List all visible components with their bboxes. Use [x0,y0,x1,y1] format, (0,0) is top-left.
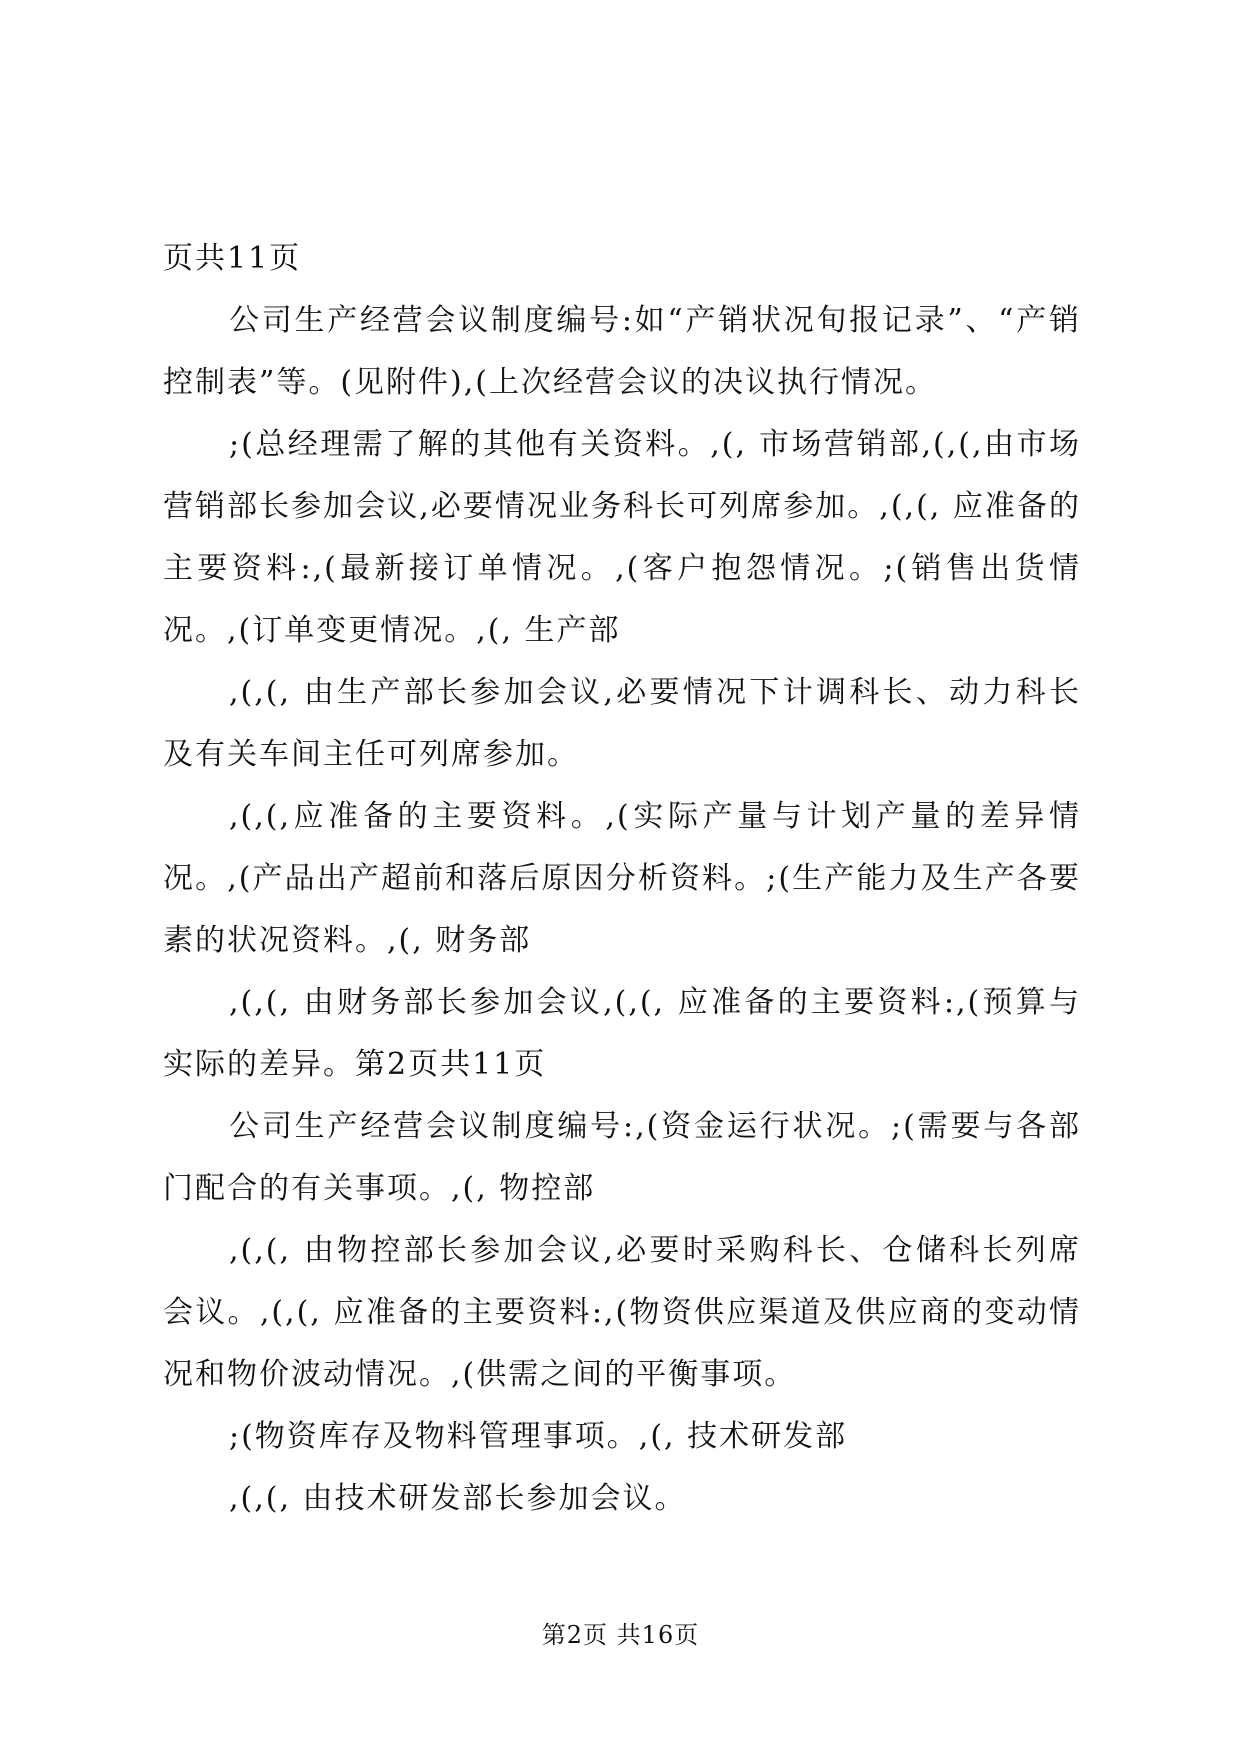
paragraph-3: ;(总经理需了解的其他有关资料。,(, 市场营销部,(,(,由市场营销部长参加会议,必要情况业务科长可列席参加。,(,(, 应准备的主要资料:,(最新接订单情况。,(客户抱怨情况。;(销售出货情况。,(订单变更情况。,(, 生产部 [163,427,1081,648]
paragraph-2: 公司生产经营会议制度编号:如“产销状况旬报记录”、“产销控制表”等。(见附件),(上次经营会议的决议执行情况。 [163,303,1081,400]
paragraph-4: ,(,(, 由生产部长参加会议,必要情况下计调科长、动力科长及有关车间主任可列席参加。 [163,675,1081,772]
paragraph-7: 公司生产经营会议制度编号:,(资金运行状况。;(需要与各部门配合的有关事项。,(, 物控部 [163,1109,1081,1206]
paragraph-9: ;(物资库存及物料管理事项。,(, 技术研发部 [229,1419,848,1454]
paragraph-5: ,(,(,应准备的主要资料。,(实际产量与计划产量的差异情况。,(产品出产超前和落后原因分析资料。;(生产能力及生产各要素的状况资料。,(, 财务部 [163,799,1081,958]
paragraph-10: ,(,(, 由技术研发部长参加会议。 [229,1481,687,1516]
page-number-footer: 第2页 共16页 [541,1621,700,1649]
paragraph-6: ,(,(, 由财务部长参加会议,(,(, 应准备的主要资料:,(预算与实际的差异。第2页共11页 [163,985,1081,1082]
paragraph-8: ,(,(, 由物控部长参加会议,必要时采购科长、仓储科长列席会议。,(,(, 应准备的主要资料:,(物资供应渠道及供应商的变动情况和物价波动情况。,(供需之间的平衡事项。 [163,1233,1081,1392]
document-body [163,228,1081,1530]
paragraph-1: 页共11页 [163,241,302,276]
